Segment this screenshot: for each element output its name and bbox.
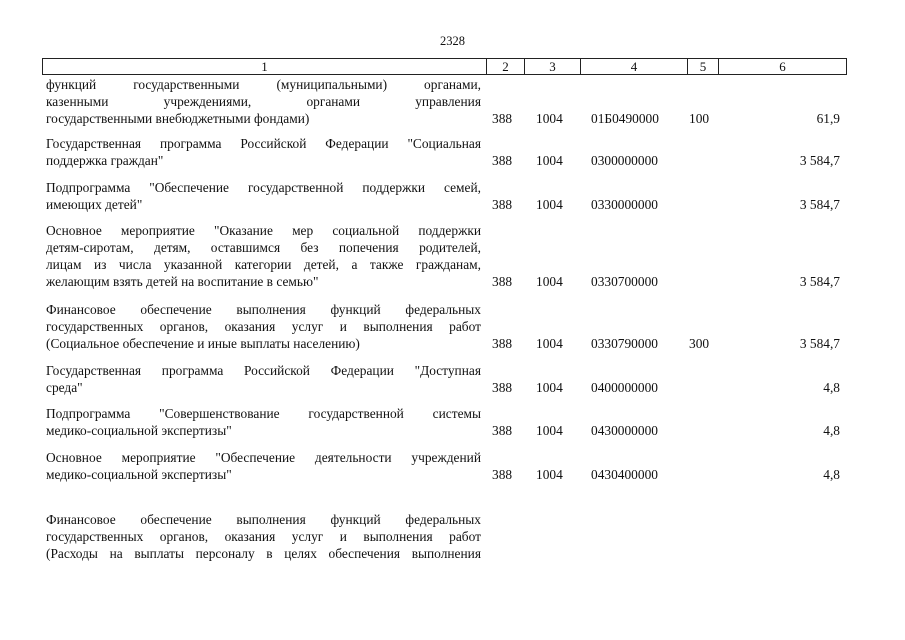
cell-col-2: 388 — [492, 153, 513, 168]
cell-col-6: 3 584,7 — [799, 197, 840, 212]
cell-col-3: 1004 — [536, 467, 563, 482]
description-line: (Расходы на выплаты персоналу в целях обеспечения выполнения — [46, 546, 481, 561]
description-line: среда" — [46, 380, 83, 395]
cell-col-2: 388 — [492, 274, 513, 289]
cell-col-6: 4,8 — [823, 467, 840, 482]
header-col-1: 1 — [43, 59, 487, 74]
description-line: медико-социальной экспертизы" — [46, 467, 232, 482]
cell-col-3: 1004 — [536, 274, 563, 289]
cell-col-2: 388 — [492, 467, 513, 482]
description-line: государственных органов, оказания услуг и выполнения работ — [46, 529, 481, 544]
row-description — [46, 135, 481, 169]
row-description — [46, 179, 481, 213]
description-line: Подпрограмма "Обеспечение государственной поддержки семей, — [46, 180, 481, 195]
cell-col-5: 300 — [689, 336, 710, 351]
table-header — [42, 58, 847, 75]
cell-col-4: 0300000000 — [591, 153, 658, 168]
header-col-4: 4 — [581, 59, 688, 74]
cell-col-3: 1004 — [536, 153, 563, 168]
description-line: функций государственными (муниципальными) органами, — [46, 77, 481, 92]
row-description — [46, 76, 481, 127]
header-col-3: 3 — [525, 59, 581, 74]
description-line: медико-социальной экспертизы" — [46, 423, 232, 438]
header-col-5: 5 — [688, 59, 719, 74]
cell-col-6: 3 584,7 — [799, 336, 840, 351]
description-line: детям-сиротам, детям, оставшимся без попечения родителей, — [46, 240, 481, 255]
description-line: Государственная программа Российской Федерации "Социальная — [46, 136, 481, 151]
cell-col-5: 100 — [689, 111, 710, 126]
cell-col-2: 388 — [492, 336, 513, 351]
cell-col-2: 388 — [492, 111, 513, 126]
description-line: желающим взять детей на воспитание в семью" — [46, 274, 319, 289]
cell-col-6: 61,9 — [816, 111, 840, 126]
description-line: (Социальное обеспечение и иные выплаты населению) — [46, 336, 360, 351]
page-number: 2328 — [440, 34, 465, 48]
cell-col-4: 01Б0490000 — [591, 111, 659, 126]
header-col-2: 2 — [487, 59, 525, 74]
description-line: Основное мероприятие "Обеспечение деятельности учреждений — [46, 450, 481, 465]
cell-col-2: 388 — [492, 197, 513, 212]
cell-col-3: 1004 — [536, 423, 563, 438]
cell-col-3: 1004 — [536, 380, 563, 395]
description-line: Основное мероприятие "Оказание мер социальной поддержки — [46, 223, 481, 238]
description-line: государственными внебюджетными фондами) — [46, 111, 310, 126]
description-line: Финансовое обеспечение выполнения функций федеральных — [46, 302, 481, 317]
cell-col-6: 4,8 — [823, 423, 840, 438]
cell-col-4: 0330790000 — [591, 336, 658, 351]
description-line: государственных органов, оказания услуг и выполнения работ — [46, 319, 481, 334]
description-line: поддержка граждан" — [46, 153, 164, 168]
cell-col-6: 4,8 — [823, 380, 840, 395]
description-line: Государственная программа Российской Федерации "Доступная — [46, 363, 481, 378]
row-description — [46, 301, 481, 352]
row-description — [46, 362, 481, 396]
cell-col-6: 3 584,7 — [799, 153, 840, 168]
row-description — [46, 511, 481, 562]
cell-col-4: 0430000000 — [591, 423, 658, 438]
cell-col-2: 388 — [492, 423, 513, 438]
row-description — [46, 405, 481, 439]
cell-col-4: 0330000000 — [591, 197, 658, 212]
cell-col-3: 1004 — [536, 336, 563, 351]
row-description — [46, 449, 481, 483]
row-description — [46, 222, 481, 290]
cell-col-4: 0400000000 — [591, 380, 658, 395]
cell-col-2: 388 — [492, 380, 513, 395]
description-line: Подпрограмма "Совершенствование государственной системы — [46, 406, 481, 421]
cell-col-6: 3 584,7 — [799, 274, 840, 289]
cell-col-3: 1004 — [536, 197, 563, 212]
cell-col-4: 0430400000 — [591, 467, 658, 482]
cell-col-4: 0330700000 — [591, 274, 658, 289]
description-line: имеющих детей" — [46, 197, 143, 212]
description-line: казенными учреждениями, органами управления — [46, 94, 481, 109]
description-line: Финансовое обеспечение выполнения функций федеральных — [46, 512, 481, 527]
header-col-6: 6 — [719, 59, 847, 74]
description-line: лицам из числа указанной категории детей, а также гражданам, — [46, 257, 481, 272]
cell-col-3: 1004 — [536, 111, 563, 126]
